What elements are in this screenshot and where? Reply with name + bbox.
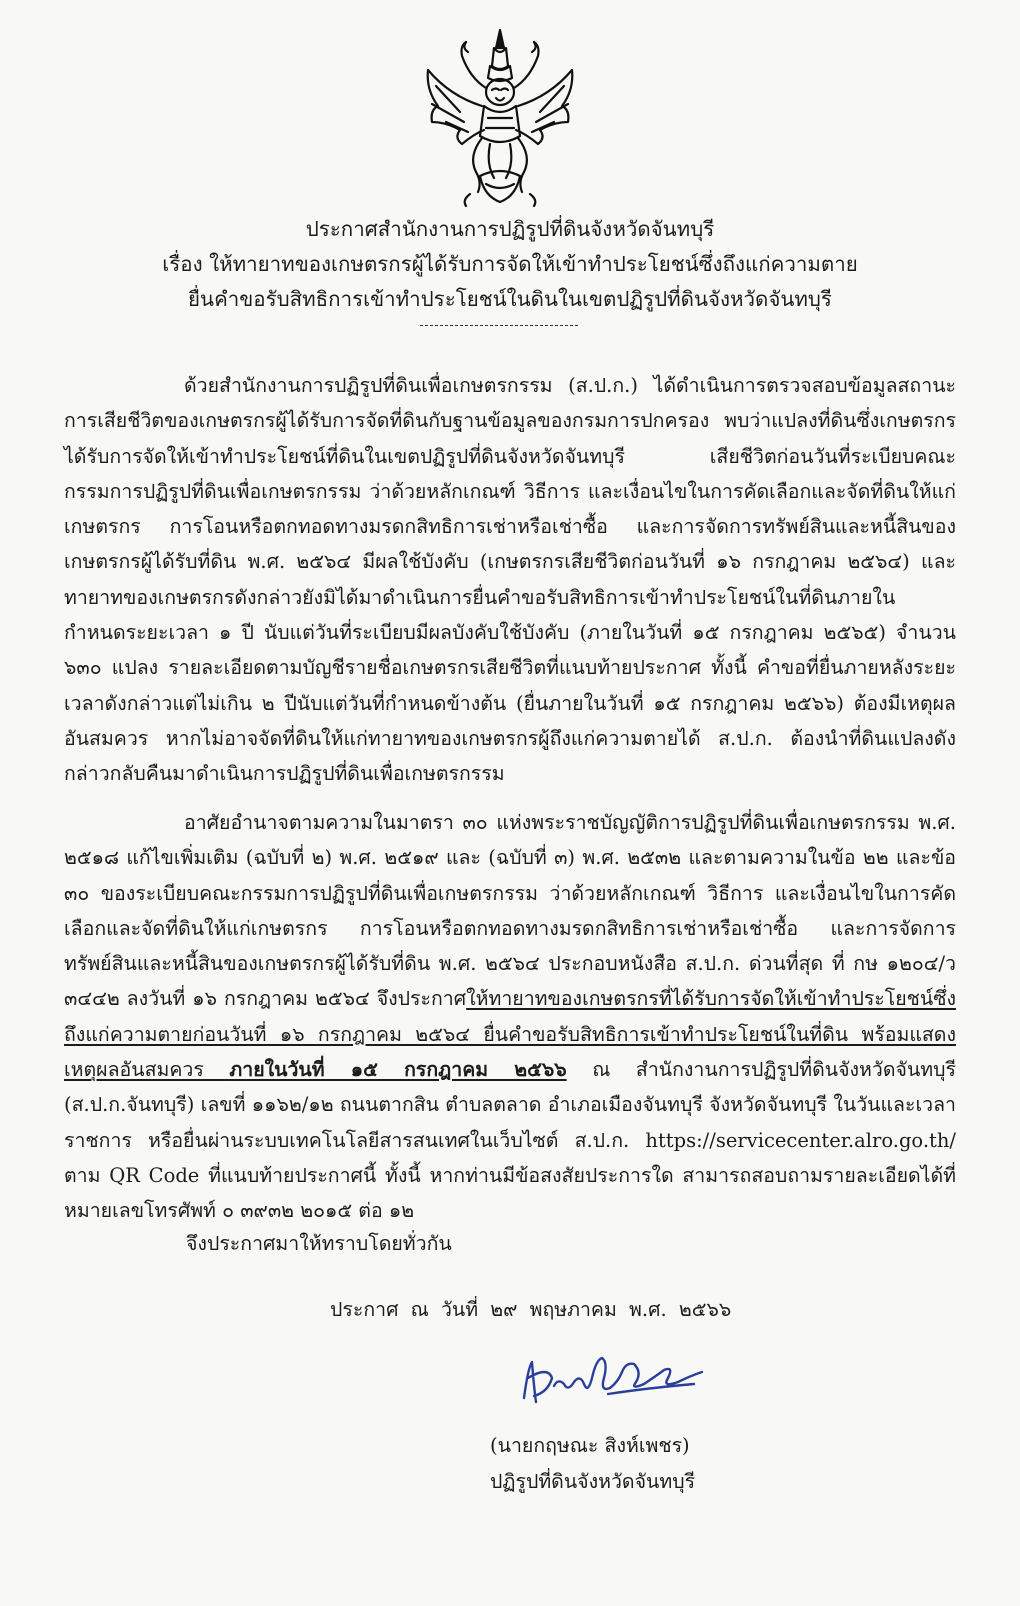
paragraph-1: ด้วยสำนักงานการปฏิรูปที่ดินเพื่อเกษตรกรรม (ส.ป.ก.) ได้ดำเนินการตรวจสอบข้อมูลสถานะการเสียชีวิตของเกษตรกรผู้ได้รับการจัดที่ดินกับฐานข้อมูลของกรมการปกครอง พบว่าแปลงที่ดินซึ่งเกษตรกรได้รับการจัดให้เข้าทำประโยชน์ที่ดินในเขตปฏิรูปที่ดินจังหวัดจันทบุรี เสียชีวิตก่อนวันที่ระเบียบคณะกรรมการปฏิรูปที่ดินเพื่อเกษตรกรรม ว่าด้วยหลักเกณฑ์ วิธีการ และเงื่อนไขในการคัดเลือกและจัดที่ดินให้แก่เกษตรกร การโอนหรือตกทอดทางมรดกสิทธิการเช่าหรือเช่าซื้อ และการจัดการทรัพย์สินและหนี้สินของเกษตรกรผู้ได้รับที่ดิน พ.ศ. ๒๕๖๔ มีผลใช้บังคับ (เกษตรกรเสียชีวิตก่อนวันที่ ๑๖ กรกฎาคม ๒๕๖๔) และทายาทของเกษตรกรดังกล่าวยังมิได้มาดำเนินการยื่นคำขอรับสิทธิการเข้าทำประโยชน์ในที่ดินภายในกำหนดระยะเวลา ๑ ปี นับแต่วันที่ระเบียบมีผลบังคับใช้บังคับ (ภายในวันที่ ๑๕ กรกฎาคม ๒๕๖๕) จำนวน ๖๓๐ แปลง รายละเอียดตามบัญชีรายชื่อเกษตรกรเสียชีวิตที่แนบท้ายประกาศ ทั้งนี้ คำขอที่ยื่นภายหลังระยะเวลาดังกล่าวแต่ไม่เกิน ๒ ปีนับแต่วันที่กำหนดข้างต้น (ยื่นภายในวันที่ ๑๕ กรกฎาคม ๒๕๖๖) ต้องมีเหตุผลอันสมควร หากไม่อาจจัดที่ดินให้แก่ทายาทของเกษตรกรผู้ถึงแก่ความตายได้ ส.ป.ก. ต้องนำที่ดินแปลงดังกล่าวกลับคืนมาดำเนินการปฏิรูปที่ดินเพื่อเกษตรกรรม <box>64 374 956 786</box>
signature-icon <box>518 1348 708 1418</box>
announcement-heading <box>0 212 1020 317</box>
paragraph-2-text: อาศัยอำนาจตามความในมาตรา ๓๐ แห่งพระราชบัญญัติการปฏิรูปที่ดินเพื่อเกษตรกรรม พ.ศ. ๒๕๑๘ แก้ไขเพิ่มเติม (ฉบับที่ ๒) พ.ศ. ๒๕๑๙ และ (ฉบับที่ ๓) พ.ศ. ๒๕๓๒ และตามความในข้อ ๒๒ และข้อ ๓๐ ของระเบียบคณะกรรมการปฏิรูปที่ดินเพื่อเกษตรกรรม ว่าด้วยหลักเกณฑ์ วิธีการ และเงื่อนไขในการคัดเลือกและจัดที่ดินให้แก่เกษตรกร การโอนหรือตกทอดทางมรดกสิทธิการเช่าหรือเช่าซื้อ และการจัดการทรัพย์สินและหนี้สินของเกษตรกรผู้ได้รับที่ดิน พ.ศ. ๒๕๖๔ ประกอบหนังสือ ส.ป.ก. ด่วนที่สุด ที่ กษ ๑๒๐๔/ว ๓๔๔๒ ลงวันที่ ๑๖ กรกฎาคม ๒๕๖๔ จึงประกาศ <box>64 811 956 1011</box>
issuer-title: ประกาศสำนักงานการปฏิรูปที่ดินจังหวัดจันทบุรี <box>305 217 715 241</box>
subject-line-2: ยื่นคำขอรับสิทธิการเข้าทำประโยชน์ในดินในเขตปฏิรูปที่ดินจังหวัดจันทบุรี <box>188 287 832 311</box>
announcement-date: ประกาศ ณ วันที่ ๒๙ พฤษภาคม พ.ศ. ๒๕๖๖ <box>330 1298 732 1321</box>
closing-line: จึงประกาศมาให้ทราบโดยทั่วกัน <box>186 1232 452 1255</box>
underlined-instruction: ให้ทายาทของเกษตรกรที่ได้รับการจัดให้เข้าทำประโยชน์ซึ่งถึงแก่ความตายก่อนวันที่ ๑๖ กรกฎาคม ๒๕๖๔ ยื่นคำขอรับสิทธิการเข้าทำประโยชน์ในที่ดิน พร้อมแสดงเหตุผลอันสมควร <box>64 987 956 1082</box>
garuda-emblem-icon <box>420 26 580 211</box>
subject-line: เรื่อง ให้ทายาทของเกษตรกรผู้ได้รับการจัดให้เข้าทำประโยชน์ซึ่งถึงแก่ความตาย <box>162 252 858 276</box>
signer-name: (นายกฤษณะ สิงห์เพชร) <box>490 1434 690 1457</box>
signer-block <box>490 1428 695 1500</box>
heading-separator <box>420 325 578 326</box>
paragraph-2 <box>64 805 956 1229</box>
deadline-text: ภายในวันที่ ๑๕ กรกฎาคม ๒๕๖๖ <box>229 1058 567 1082</box>
signer-position: ปฏิรูปที่ดินจังหวัดจันทบุรี <box>490 1470 696 1493</box>
paragraph-2-contact: ณ สำนักงานการปฏิรูปที่ดินจังหวัดจันทบุรี (ส.ป.ก.จันทบุรี) เลขที่ ๑๑๖๒/๑๒ ถนนตากสิน ตำบลตลาด อำเภอเมืองจันทบุรี จังหวัดจันทบุรี ในวันและเวลาราชการ หรือยื่นผ่านระบบเทคโนโลยีสารสนเทศในเว็บไซต์ ส.ป.ก. https://servicecenter.alro.go.th/ ตาม QR Code ที่แนบท้ายประกาศนี้ ทั้งนี้ หากท่านมีข้อสงสัยประการใด สามารถสอบถามรายละเอียดได้ที่หมายเลขโทรศัพท์ ๐ ๓๙๓๒ ๒๐๑๕ ต่อ ๑๒ <box>64 1058 956 1223</box>
